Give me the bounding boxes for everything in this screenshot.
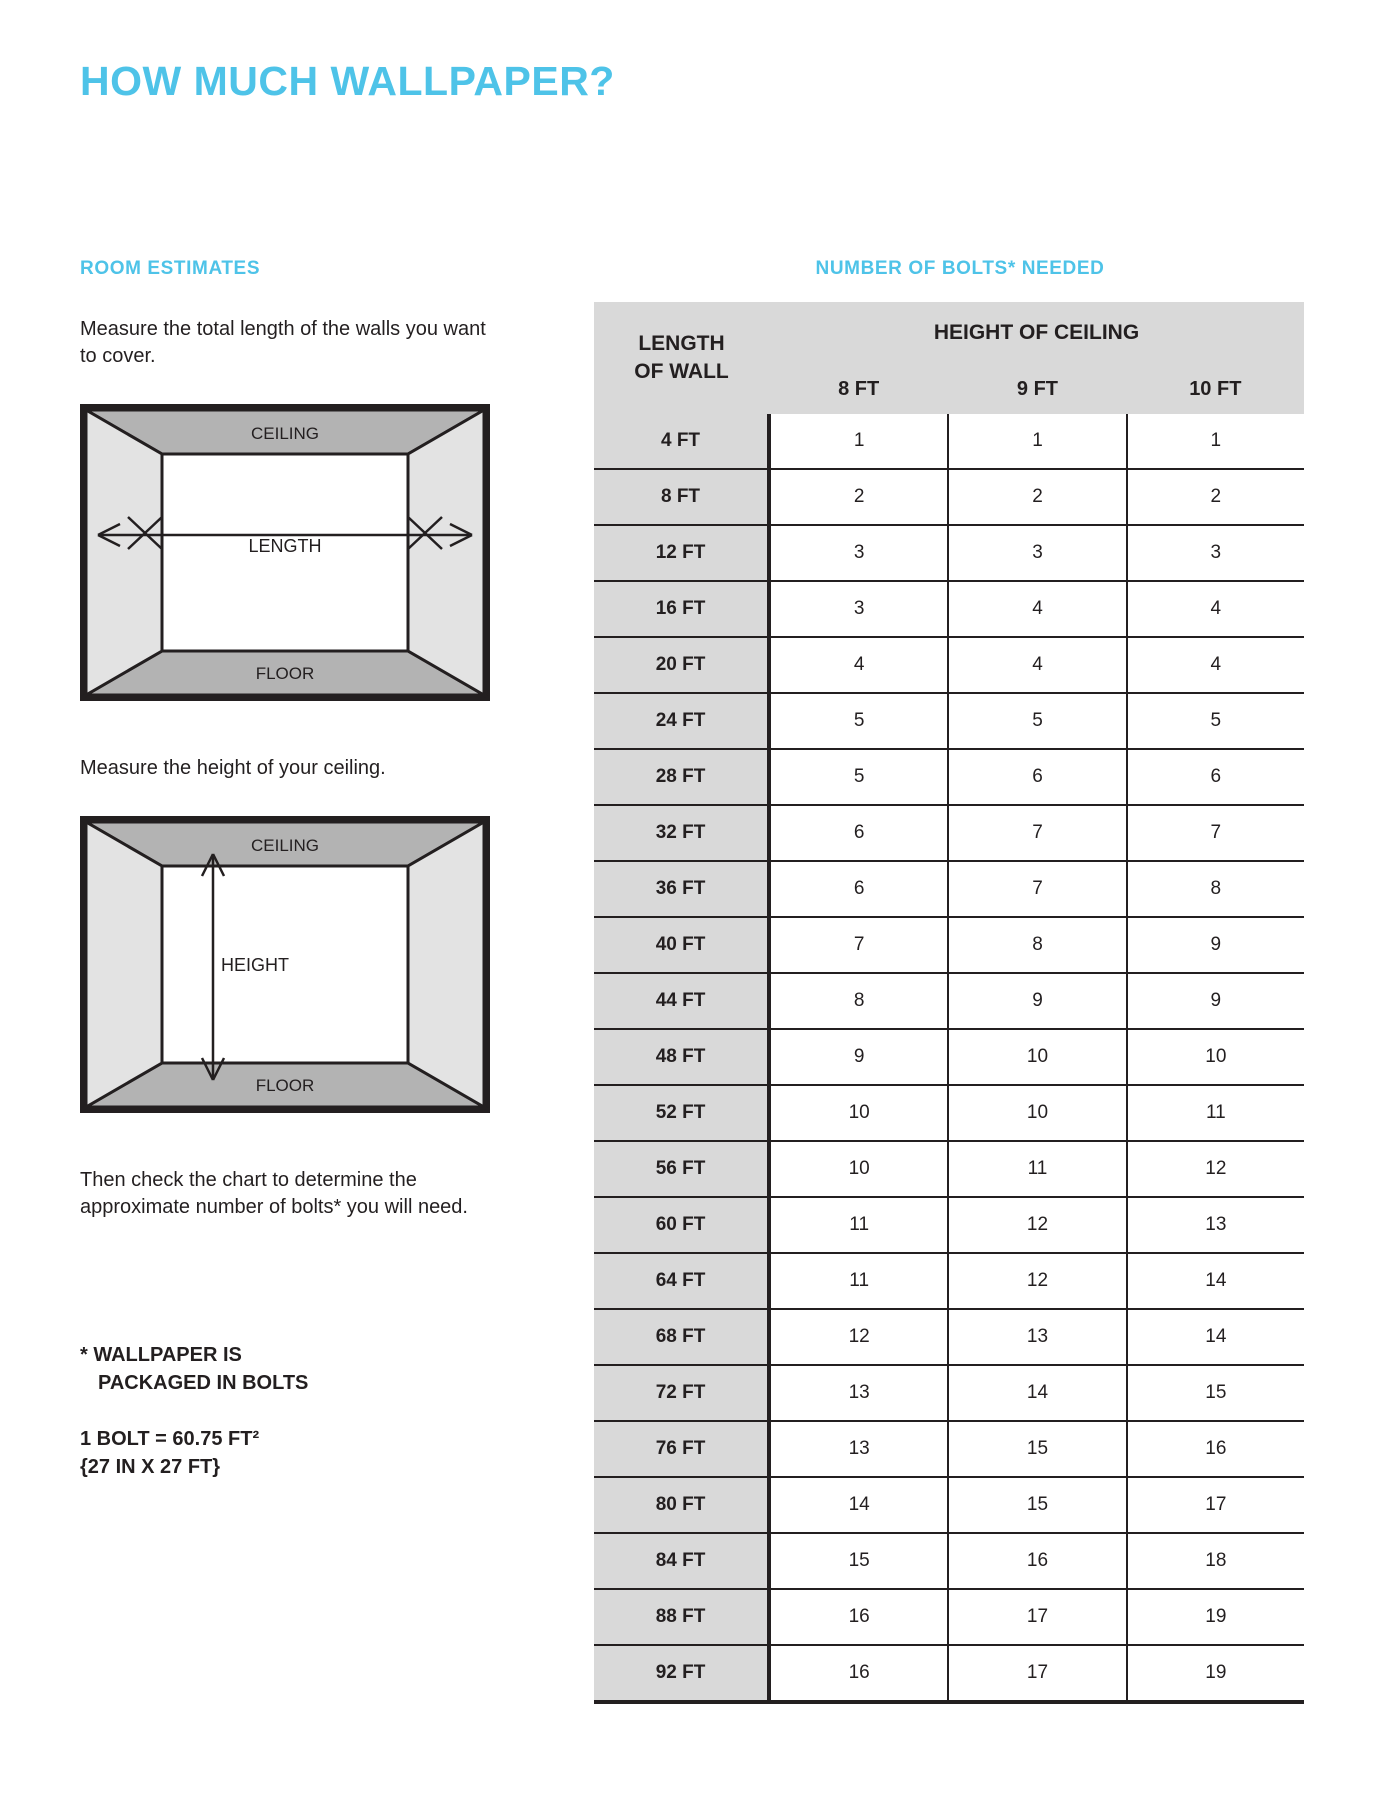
table-row — [594, 749, 1304, 805]
cell-8ft: 5 — [769, 749, 948, 805]
room-estimates-column — [80, 258, 500, 1481]
table-row — [594, 1477, 1304, 1533]
footnote-line-2: PACKAGED IN BOLTS — [98, 1372, 309, 1394]
cell-10ft: 9 — [1127, 917, 1304, 973]
diagram1-dimension-label: LENGTH — [248, 536, 322, 556]
footnote-wallpaper-bolts — [80, 1341, 500, 1397]
bolt-size-note — [80, 1425, 500, 1481]
cell-9ft: 12 — [948, 1197, 1126, 1253]
cell-8ft: 6 — [769, 861, 948, 917]
cell-8ft: 16 — [769, 1589, 948, 1645]
row-length: 72 FT — [594, 1365, 769, 1421]
cell-9ft: 15 — [948, 1477, 1126, 1533]
table-row — [594, 861, 1304, 917]
cell-9ft: 10 — [948, 1029, 1126, 1085]
cell-9ft: 2 — [948, 469, 1126, 525]
cell-10ft: 10 — [1127, 1029, 1304, 1085]
table-header-row-group — [594, 302, 1304, 364]
room-diagram-length — [80, 404, 490, 701]
cell-10ft: 2 — [1127, 469, 1304, 525]
cell-10ft: 15 — [1127, 1365, 1304, 1421]
row-length: 88 FT — [594, 1589, 769, 1645]
cell-10ft: 16 — [1127, 1421, 1304, 1477]
row-length: 32 FT — [594, 805, 769, 861]
diagram1-floor-label: FLOOR — [255, 664, 315, 683]
row-length: 44 FT — [594, 973, 769, 1029]
corner-header-line-1: LENGTH — [638, 332, 725, 355]
section-heading-room-estimates: ROOM ESTIMATES — [80, 258, 261, 279]
row-length: 92 FT — [594, 1645, 769, 1702]
cell-10ft: 14 — [1127, 1253, 1304, 1309]
cell-9ft: 15 — [948, 1421, 1126, 1477]
row-length: 8 FT — [594, 469, 769, 525]
table-row — [594, 525, 1304, 581]
table-row — [594, 1197, 1304, 1253]
table-row — [594, 973, 1304, 1029]
corner-header-length-of-wall — [594, 302, 769, 414]
cell-8ft: 8 — [769, 973, 948, 1029]
table-row — [594, 637, 1304, 693]
cell-8ft: 2 — [769, 469, 948, 525]
cell-8ft: 12 — [769, 1309, 948, 1365]
cell-9ft: 7 — [948, 805, 1126, 861]
table-row — [594, 469, 1304, 525]
row-length: 28 FT — [594, 749, 769, 805]
cell-8ft: 15 — [769, 1533, 948, 1589]
row-length: 36 FT — [594, 861, 769, 917]
cell-10ft: 11 — [1127, 1085, 1304, 1141]
cell-9ft: 17 — [948, 1589, 1126, 1645]
step-3-text: Then check the chart to determine the approximate number of bolts* you will need. — [80, 1169, 468, 1218]
row-length: 80 FT — [594, 1477, 769, 1533]
column-header-9ft: 9 FT — [948, 364, 1126, 414]
table-row — [594, 1365, 1304, 1421]
cell-8ft: 7 — [769, 917, 948, 973]
row-length: 60 FT — [594, 1197, 769, 1253]
cell-10ft: 1 — [1127, 414, 1304, 469]
cell-10ft: 14 — [1127, 1309, 1304, 1365]
group-header-height-of-ceiling: HEIGHT OF CEILING — [769, 302, 1304, 364]
cell-9ft: 8 — [948, 917, 1126, 973]
cell-10ft: 7 — [1127, 805, 1304, 861]
table-row — [594, 693, 1304, 749]
step-1-text: Measure the total length of the walls you want to cover. — [80, 318, 486, 367]
cell-10ft: 18 — [1127, 1533, 1304, 1589]
cell-8ft: 3 — [769, 581, 948, 637]
cell-10ft: 17 — [1127, 1477, 1304, 1533]
cell-9ft: 13 — [948, 1309, 1126, 1365]
cell-9ft: 14 — [948, 1365, 1126, 1421]
bolts-needed-table — [594, 302, 1304, 1704]
cell-8ft: 10 — [769, 1085, 948, 1141]
footnote-line-1: * WALLPAPER IS — [80, 1344, 242, 1366]
table-row — [594, 1589, 1304, 1645]
cell-9ft: 5 — [948, 693, 1126, 749]
cell-8ft: 13 — [769, 1421, 948, 1477]
cell-9ft: 1 — [948, 414, 1126, 469]
table-row — [594, 805, 1304, 861]
table-row — [594, 1253, 1304, 1309]
bolt-size-line-2: {27 IN X 27 FT} — [80, 1456, 221, 1478]
diagram2-dimension-label: HEIGHT — [220, 955, 290, 975]
room-diagram-height — [80, 816, 490, 1113]
table-row — [594, 414, 1304, 469]
cell-8ft: 4 — [769, 637, 948, 693]
row-length: 16 FT — [594, 581, 769, 637]
cell-8ft: 11 — [769, 1197, 948, 1253]
cell-8ft: 1 — [769, 414, 948, 469]
cell-9ft: 9 — [948, 973, 1126, 1029]
cell-10ft: 12 — [1127, 1141, 1304, 1197]
table-row — [594, 1421, 1304, 1477]
cell-10ft: 3 — [1127, 525, 1304, 581]
row-length: 48 FT — [594, 1029, 769, 1085]
cell-8ft: 10 — [769, 1141, 948, 1197]
cell-10ft: 9 — [1127, 973, 1304, 1029]
column-header-8ft: 8 FT — [769, 364, 948, 414]
cell-8ft: 6 — [769, 805, 948, 861]
row-length: 20 FT — [594, 637, 769, 693]
row-length: 40 FT — [594, 917, 769, 973]
cell-8ft: 9 — [769, 1029, 948, 1085]
cell-9ft: 4 — [948, 637, 1126, 693]
cell-9ft: 12 — [948, 1253, 1126, 1309]
table-title: NUMBER OF BOLTS* NEEDED — [815, 258, 1105, 279]
cell-8ft: 16 — [769, 1645, 948, 1702]
row-length: 52 FT — [594, 1085, 769, 1141]
row-length: 64 FT — [594, 1253, 769, 1309]
table-row — [594, 1645, 1304, 1702]
table-row — [594, 1309, 1304, 1365]
row-length: 84 FT — [594, 1533, 769, 1589]
cell-8ft: 14 — [769, 1477, 948, 1533]
row-length: 4 FT — [594, 414, 769, 469]
cell-8ft: 13 — [769, 1365, 948, 1421]
cell-8ft: 11 — [769, 1253, 948, 1309]
cell-10ft: 13 — [1127, 1197, 1304, 1253]
cell-9ft: 4 — [948, 581, 1126, 637]
cell-9ft: 11 — [948, 1141, 1126, 1197]
cell-9ft: 6 — [948, 749, 1126, 805]
table-row — [594, 581, 1304, 637]
column-header-10ft: 10 FT — [1127, 364, 1304, 414]
bolt-size-line-1: 1 BOLT = 60.75 FT² — [80, 1428, 260, 1450]
cell-10ft: 6 — [1127, 749, 1304, 805]
row-length: 56 FT — [594, 1141, 769, 1197]
diagram1-ceiling-label: CEILING — [250, 424, 320, 443]
cell-9ft: 16 — [948, 1533, 1126, 1589]
table-row — [594, 1029, 1304, 1085]
cell-10ft: 8 — [1127, 861, 1304, 917]
table-row — [594, 917, 1304, 973]
cell-9ft: 3 — [948, 525, 1126, 581]
table-row — [594, 1533, 1304, 1589]
table-row — [594, 1085, 1304, 1141]
cell-10ft: 19 — [1127, 1645, 1304, 1702]
row-length: 76 FT — [594, 1421, 769, 1477]
diagram2-ceiling-label: CEILING — [250, 836, 320, 855]
corner-header-line-2: OF WALL — [634, 360, 729, 383]
step-2-text: Measure the height of your ceiling. — [80, 757, 386, 779]
cell-10ft: 19 — [1127, 1589, 1304, 1645]
cell-10ft: 5 — [1127, 693, 1304, 749]
cell-8ft: 3 — [769, 525, 948, 581]
diagram2-floor-label: FLOOR — [255, 1076, 315, 1095]
page-title: HOW MUCH WALLPAPER? — [80, 58, 615, 104]
cell-10ft: 4 — [1127, 637, 1304, 693]
cell-9ft: 10 — [948, 1085, 1126, 1141]
row-length: 68 FT — [594, 1309, 769, 1365]
table-row — [594, 1141, 1304, 1197]
cell-8ft: 5 — [769, 693, 948, 749]
cell-9ft: 17 — [948, 1645, 1126, 1702]
row-length: 24 FT — [594, 693, 769, 749]
cell-9ft: 7 — [948, 861, 1126, 917]
cell-10ft: 4 — [1127, 581, 1304, 637]
row-length: 12 FT — [594, 525, 769, 581]
